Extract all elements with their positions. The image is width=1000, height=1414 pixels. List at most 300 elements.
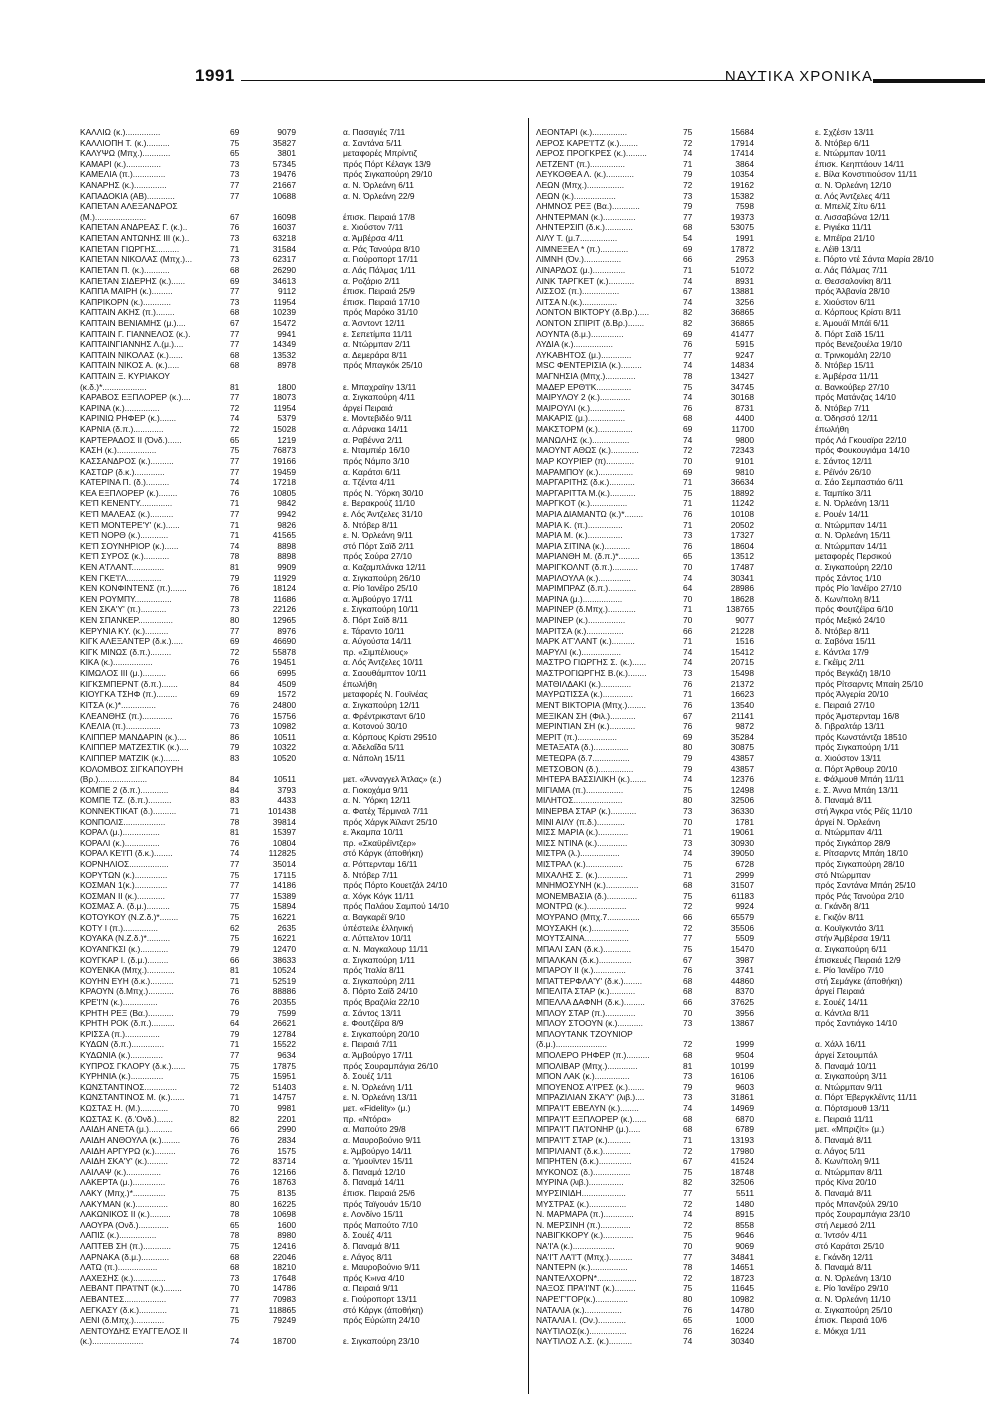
ship-year: 79 <box>683 1081 693 1092</box>
ship-tonnage: 17980 <box>730 1145 754 1156</box>
ship-name: ΚΑΠΕΤΑΝ ΑΛΕΞΑΝΔΡΟΣ <box>80 201 178 212</box>
ship-entry <box>80 1124 510 1135</box>
ship-name: ΚΑΡΙΝΑ (κ.)............... <box>80 402 160 413</box>
ship-status: α. Ντώρμπαν 8/11 <box>815 1166 883 1177</box>
ship-tonnage: 3801 <box>277 148 296 159</box>
ship-entry <box>536 1114 976 1125</box>
ship-entry <box>536 541 976 552</box>
ship-entry <box>80 1230 510 1241</box>
ship-name: ΜΑΡΓΚΟΤ (κ.)................ <box>536 498 628 509</box>
ship-year: 71 <box>683 1134 693 1145</box>
ship-name: ΛΙΣΣΟΣ (π.)................ <box>536 286 620 297</box>
ship-name: ΚΙΚΑ (κ.)................. <box>80 657 153 668</box>
ship-name: ΚΟΥΕΝΚΑ (Μπχ.)............ <box>80 965 175 976</box>
ship-entry <box>80 1283 510 1294</box>
ship-name: ΜΟΝΕΜΒΑΣΙΑ (δ.)............. <box>536 890 638 901</box>
ship-name: ΝΑ'Ι'Α (κ.).................. <box>536 1240 615 1251</box>
ship-year: 74 <box>683 1103 693 1114</box>
ship-tonnage: 9909 <box>277 561 296 572</box>
ship-tonnage: 14780 <box>730 1304 754 1315</box>
ship-year: 65 <box>683 1315 693 1326</box>
ship-tonnage: 13881 <box>730 286 754 297</box>
ship-entry <box>80 1061 510 1072</box>
ship-name: ΛΕΝΤΟΥΔΗΣ ΕΥΑΓΓΕΛΟΣ ΙΙ <box>80 1325 188 1336</box>
ship-year: 84 <box>230 774 240 785</box>
ship-tonnage: 15389 <box>272 890 296 901</box>
ship-entry <box>536 944 976 955</box>
ship-year: 74 <box>683 360 693 371</box>
ship-tonnage: 21372 <box>730 678 754 689</box>
ship-tonnage: 2990 <box>277 1124 296 1135</box>
ship-year: 73 <box>230 233 240 244</box>
ship-entry <box>536 986 976 997</box>
ship-year: 78 <box>230 816 240 827</box>
ship-tonnage: 41565 <box>272 530 296 541</box>
ship-year: 72 <box>230 1156 240 1167</box>
ship-status: α. Ν. Όρλεάνη 12/10 <box>815 180 892 191</box>
ship-year: 75 <box>683 1230 693 1241</box>
ship-year: 77 <box>683 349 693 360</box>
ship-status: ε. Ν. Όρλεάνη 9/11 <box>343 530 413 541</box>
ship-entry <box>536 1061 976 1072</box>
ship-entry <box>80 891 510 902</box>
ship-tonnage: 13512 <box>730 551 754 562</box>
ship-tonnage: 9504 <box>735 1050 754 1061</box>
ship-year: 73 <box>683 1071 693 1082</box>
ship-name: ΜΑΣΤΡΟΓΙΩΡΓΗΣ Β.(κ.)........ <box>536 668 647 679</box>
ship-tonnage: 8915 <box>735 1209 754 1220</box>
ship-entry <box>80 1135 510 1146</box>
ship-name: ΚΛΙΠΠΕΡ ΜΑΤΖΙΚ (κ.)....... <box>80 752 180 763</box>
ship-status: δ. Ντόβερ 6/11 <box>815 137 870 148</box>
ship-year: 74 <box>683 1209 693 1220</box>
ship-year: 69 <box>230 636 240 647</box>
ship-status: α. Πόρτ Άρθουρ 20/10 <box>815 763 898 774</box>
ship-name: ΚΙΓΚ ΑΛΕΞΑΝΤΕΡ (δ.κ.)..... <box>80 636 183 647</box>
ship-status: άργεί Πειραιά <box>815 986 865 997</box>
ship-status: α. Γιοκοχάμα 9/11 <box>343 784 409 795</box>
ship-tonnage: 9077 <box>735 615 754 626</box>
ship-status: πρός Σιγκαπούρη 29/10 <box>343 169 433 180</box>
ship-tonnage: 4433 <box>277 795 296 806</box>
ship-year: 77 <box>230 339 240 350</box>
ship-entry <box>80 276 510 287</box>
ship-name: ΜΑΡΓΑΡΙΤΤΑ Μ.(κ.)........... <box>536 487 636 498</box>
ship-year: 75 <box>683 859 693 870</box>
ship-year: 82 <box>683 307 693 318</box>
ship-status: α. Λός Άντζελες 10/11 <box>343 657 424 668</box>
ship-year: 73 <box>683 530 693 541</box>
ship-name: ΛΑΡΝΑΚΑ (δ.μ.)............ <box>80 1251 170 1262</box>
ship-year: 69 <box>683 424 693 435</box>
ship-name: ΚΡΗΤΗ ΡΕΞ (Βα.)........... <box>80 1007 174 1018</box>
ship-year: 71 <box>230 975 240 986</box>
ship-status: έπισκ. Πειραιά 25/9 <box>343 286 415 297</box>
ship-entry <box>80 498 510 509</box>
ship-name: ΛΕΓΚΑΣΥ (δ.κ.)............ <box>80 1304 167 1315</box>
ship-entry <box>536 636 976 647</box>
ship-tonnage: 17414 <box>730 148 754 159</box>
ship-entry <box>80 424 510 435</box>
ship-name: ΚΟΣΜΑΣ Α. (δ.μ.).......... <box>80 901 170 912</box>
ship-name: ΚΟΝΝΕΚΤΙΚΑΤ (δ.).......... <box>80 806 177 816</box>
ship-name: ΚΕΝ ΣΠΑΝΚΕΡ............... <box>80 615 173 626</box>
ship-entry <box>80 838 510 849</box>
ship-year: 75 <box>230 1060 240 1071</box>
ship-name: ΚΕ'Π ΜΟΝΤΕΡΕ'Υ' (κ.)...... <box>80 519 180 530</box>
ship-year: 76 <box>230 583 240 594</box>
ship-name: ΚΕΝ ΓΚΕ'Ι'Λ............... <box>80 572 162 583</box>
ship-status: α. Σιγκαπούρη 4/11 <box>343 392 415 403</box>
ship-year: 67 <box>230 211 240 222</box>
ship-entry <box>536 392 976 403</box>
ship-name: ΜΠΡΗΤΕΝ (δ.κ.).............. <box>536 1156 632 1167</box>
ship-year: 78 <box>230 1209 240 1220</box>
ship-entry <box>80 1326 510 1337</box>
ship-year: 77 <box>230 890 240 901</box>
ship-name: ΛΕΝΙ (δ.Μπχ.)............. <box>80 1315 165 1326</box>
ship-name: ΚΑΠΕΤΑΝ ΑΝΤΩΝΗΣ ΙΙΙ (κ.).. <box>80 233 190 244</box>
ship-status: ε. Άμβέρσα 11/11 <box>815 371 879 382</box>
ship-status: πρός Σιγκάπορ 28/9 <box>815 837 891 848</box>
ship-entry <box>536 201 976 212</box>
ship-status: πρός Χάργκ Άϊλαντ 25/10 <box>343 816 438 827</box>
ship-tonnage: 39814 <box>272 816 296 827</box>
ship-entry <box>80 636 510 647</box>
ship-name: ΜΑΡΙΑ ΣΙΤΙΝΑ (κ.)........... <box>536 540 631 551</box>
ship-entry <box>536 1230 976 1241</box>
ship-name: ΛΥΚΑΒΗΤΟΣ (μ.)............. <box>536 349 632 360</box>
ship-entry <box>536 1262 976 1273</box>
ship-year: 76 <box>230 1145 240 1156</box>
ship-tonnage: 6789 <box>735 1124 754 1135</box>
ship-tonnage: 1575 <box>277 1145 296 1156</box>
ship-status: α. Σιγκαπούρη 25/10 <box>815 1304 893 1315</box>
ship-status: α. Ντώρμπαν 14/11 <box>815 519 888 530</box>
ship-entry <box>536 721 976 732</box>
ship-name: ΜΙΓΙΑΜΑ (π.)................ <box>536 784 624 795</box>
ship-name: ΜΠΡΑ'Ι'Τ ΠΑ'Ι'ΟΝΗΡ (μ.)..... <box>536 1124 641 1135</box>
ship-status: α. Λός Άντζελες 4/11 <box>815 190 891 201</box>
ship-name: ΜΑΚΑΡΙΣ (μ.)................ <box>536 413 626 424</box>
ship-entry <box>536 191 976 202</box>
ship-status: α. Άμβέρσα 4/11 <box>343 233 404 244</box>
ship-name: ΜΑΓΝΗΣΙΑ (Μπχ.)............. <box>536 371 636 382</box>
ship-status: ε. Πειραιά 11/11 <box>815 1113 874 1124</box>
ship-entry <box>80 551 510 562</box>
ship-year: 74 <box>683 774 693 785</box>
ship-status: ε. Σιγκαπούρη 10/11 <box>343 604 419 615</box>
ship-entry <box>80 626 510 637</box>
ship-tonnage: 83714 <box>272 1156 296 1167</box>
ship-tonnage: 18700 <box>272 1336 296 1347</box>
ship-name: ΛΙΛΥ Τ. (μ.7................ <box>536 233 618 244</box>
ship-entry <box>80 1092 510 1103</box>
ship-tonnage: 11700 <box>731 424 754 435</box>
ship-status: πρός Άμστερνταμ 16/8 <box>815 710 900 721</box>
ship-tonnage: 37625 <box>730 996 754 1007</box>
ship-entry <box>536 1315 976 1326</box>
ship-entry <box>80 1262 510 1273</box>
ship-name: ΚΕΑ ΕΞΠΛΟΡΕΡ (κ.)........ <box>80 487 178 498</box>
ship-status: ε. Πειραιά 27/10 <box>815 699 875 710</box>
ship-name: ΝΑΝΤΕΛΧΟΡΝ*................. <box>536 1272 637 1283</box>
ship-status: α. Θεσσαλονίκη 8/11 <box>815 275 892 286</box>
ship-year: 76 <box>683 402 693 413</box>
ship-tonnage: 32506 <box>730 1177 754 1188</box>
ship-status: έπισκ. Πειραιά 10/6 <box>815 1315 887 1326</box>
ship-entry <box>536 562 976 573</box>
ship-tonnage: 35827 <box>272 137 296 148</box>
ship-list-right <box>536 127 976 1347</box>
ship-name: ΚΑΝΑΡΗΣ (κ.).............. <box>80 180 167 191</box>
ship-entry <box>80 286 510 297</box>
ship-entry <box>80 212 510 223</box>
ship-year: 77 <box>683 1187 693 1198</box>
ship-status: ε. Λάγος 8/11 <box>343 1251 393 1262</box>
ship-name: ΝΑΞΟΣ ΠΡΑ'Ι'ΝΤ (κ.)......... <box>536 1283 636 1294</box>
ship-tonnage: 34745 <box>730 381 754 392</box>
ship-status: α. Χόγκ Κόγκ 11/11 <box>343 890 414 901</box>
ship-tonnage: 10805 <box>272 487 296 498</box>
ship-name: ΜΑΡΙΓΚΟΛΝΤ (δ.π.)........... <box>536 561 638 572</box>
ship-tonnage: 10520 <box>272 752 296 763</box>
ship-entry <box>536 318 976 329</box>
ship-year: 68 <box>230 264 240 275</box>
ship-entry <box>80 509 510 520</box>
ship-year: 74 <box>230 540 240 551</box>
ship-status: πρός Σουραμπάγια 23/10 <box>815 1209 911 1220</box>
ship-tonnage: 10354 <box>730 169 754 180</box>
ship-year: 65 <box>683 551 693 562</box>
ship-year: 75 <box>683 890 693 901</box>
ship-entry <box>536 1241 976 1252</box>
ship-tonnage: 35506 <box>730 922 754 933</box>
ship-tonnage: 9810 <box>735 466 754 477</box>
ship-year: 71 <box>683 158 693 169</box>
ship-year: 64 <box>683 583 693 594</box>
ship-entry <box>536 1336 976 1347</box>
ship-tonnage: 76873 <box>272 445 296 456</box>
ship-entry <box>80 1273 510 1284</box>
ship-status: α. Άμβούργο 17/11 <box>343 1050 413 1061</box>
ship-tonnage: 11954 <box>273 402 296 413</box>
ship-tonnage: 14969 <box>730 1103 754 1114</box>
ship-tonnage: 11954 <box>273 296 296 307</box>
ship-entry <box>80 986 510 997</box>
ship-status: α. Ρίο Ίανέϊρο 25/10 <box>343 583 418 594</box>
ship-year: 75 <box>230 912 240 923</box>
ship-status: δ. Ντόβερ 7/11 <box>343 869 398 880</box>
ship-entry <box>80 1252 510 1263</box>
ship-entry <box>80 742 510 753</box>
ship-name: ΜΕΤΣΟΒΟΝ (δ.)............... <box>536 763 634 774</box>
ship-status: μεταφορές Μπρίντιζ <box>343 148 417 159</box>
ship-name: ΜΑΡΥΛΙ (κ.)................. <box>536 646 622 657</box>
ship-status: α. Σιγκαπούρη 2/11 <box>343 975 415 986</box>
ship-entry <box>80 1188 510 1199</box>
ship-year: 67 <box>683 710 693 721</box>
ship-status: α. Γιούροπορτ 17/11 <box>343 254 419 265</box>
ship-name: ΚΕ'Π ΣΟΥΝΗΡΙΟΡ (κ.)...... <box>80 540 179 551</box>
ship-status: στό Κάργκ (άποθήκη) <box>343 848 424 859</box>
ship-year: 69 <box>230 275 240 286</box>
ship-status: α. Σάο Σεμπαστιάο 6/11 <box>815 477 904 488</box>
ship-year: 73 <box>683 806 693 816</box>
ship-name: ΚΙΓΚΣΜΠΕΡΝΤ (δ.π.)....... <box>80 678 178 689</box>
ship-status: άργεί Σετουμπάλ <box>815 1050 878 1061</box>
ship-year: 70 <box>683 455 693 466</box>
ship-entry <box>80 721 510 732</box>
ship-year: 70 <box>683 1007 693 1018</box>
ship-year: 76 <box>683 699 693 710</box>
ship-name: ΜΥΣΤΡΑΣ (κ.)................ <box>536 1198 627 1209</box>
ship-tonnage: 12965 <box>272 615 296 626</box>
ship-year: 79 <box>230 1028 240 1039</box>
ship-year: 72 <box>230 424 240 435</box>
ship-tonnage: 21667 <box>272 180 296 191</box>
ship-year: 74 <box>683 392 693 403</box>
ship-name: ΜΠΡΑ'Ι'Τ ΕΒΕΛΥΝ (κ.)........ <box>536 1103 639 1114</box>
ship-status: ε. Σεπετίμπα 11/11 <box>343 328 413 339</box>
ship-tonnage: 1800 <box>277 381 296 392</box>
ship-year: 73 <box>683 668 693 679</box>
ship-year: 66 <box>230 1124 240 1135</box>
ship-name: ΚΙΜΩΛΟΣ ΙΙΙ (μ.).......... <box>80 668 166 679</box>
ship-name: ΝΑΥΤΙΛΟΣ Λ.Σ. (κ.).......... <box>536 1336 633 1347</box>
ship-status: πρ. «Σκαϋρέϊντζερ» <box>343 837 417 848</box>
ship-entry <box>536 848 976 859</box>
ship-entry <box>80 265 510 276</box>
ship-status: πρός Ρίτσαρντς Μπαίη 25/10 <box>815 678 923 689</box>
ship-entry <box>80 169 510 180</box>
ship-name: ΚΟΣΜΑΝ 1(κ.).............. <box>80 880 168 891</box>
ship-name: ΚΟΛΟΜΒΟΣ ΣΙΓΚΑΠΟΥΡΗ <box>80 763 184 774</box>
ship-status: α. Χάλλ 16/11 <box>815 1039 866 1050</box>
ship-status: πρός Φουκουγιάμα 14/10 <box>815 445 910 456</box>
ship-name: ΚΟΝΠΟΛΙΣ.................. <box>80 816 166 827</box>
ship-tonnage: 13540 <box>730 699 754 710</box>
ship-name: ΜΑΡΙΝΕΡ (κ.)................ <box>536 615 626 626</box>
ship-entry <box>536 350 976 361</box>
ship-year: 79 <box>230 1007 240 1018</box>
ship-tonnage: 26290 <box>272 264 296 275</box>
ship-entry <box>80 657 510 668</box>
ship-entry <box>536 753 976 764</box>
ship-name: ΛΕΟΝΤΑΡΙ (κ.)............... <box>536 127 628 137</box>
ship-year: 75 <box>230 933 240 944</box>
ship-tonnage: 41524 <box>730 1156 754 1167</box>
ship-year: 71 <box>230 1304 240 1315</box>
ship-entry <box>80 445 510 456</box>
ship-tonnage: 10982 <box>272 721 296 732</box>
ship-status: δ. Πόρτ Σαϊδ 15/11 <box>815 328 885 339</box>
ship-status: α. Ν. Όρλεάνη 11/10 <box>815 1294 891 1305</box>
ship-year: 71 <box>683 604 693 615</box>
ship-tonnage: 16623 <box>730 689 754 700</box>
ship-entry <box>536 509 976 520</box>
ship-year: 81 <box>230 827 240 838</box>
ship-year: 66 <box>230 668 240 679</box>
ship-name: ΚΙΤΣΑ (κ.)*............... <box>80 699 156 710</box>
ship-name: ΛΑΙΔΗ ΑΝΕΤΑ (μ.).......... <box>80 1124 173 1135</box>
ship-entry <box>80 1029 510 1040</box>
ship-year: 72 <box>683 137 693 148</box>
ship-tonnage: 15412 <box>730 646 754 657</box>
ship-entry <box>536 127 976 138</box>
ship-status: δ. Παναμά 12/10 <box>343 1166 406 1177</box>
ship-name: ΜΠΑΛΚΑΝ (δ.κ.).............. <box>536 954 632 965</box>
ship-tonnage: 11242 <box>731 498 754 509</box>
ship-year: 71 <box>683 264 693 275</box>
ship-tonnage: 1600 <box>277 1219 296 1230</box>
ship-name: ΚΑΜΑΡΙ (κ.)............... <box>80 158 161 169</box>
ship-status: έπισκ. Πειραιά 17/10 <box>343 296 420 307</box>
ship-name: ΚΟΥΓΚΑΡ Ι. (δ.μ.)......... <box>80 954 169 965</box>
ship-entry <box>80 222 510 233</box>
ship-tonnage: 19162 <box>730 180 754 191</box>
ship-status: ε. Άμουάϊ Μπάϊ 6/11 <box>815 317 889 328</box>
ship-year: 76 <box>683 1304 693 1315</box>
ship-tonnage: 30341 <box>730 572 754 583</box>
ship-year: 79 <box>230 742 240 753</box>
ship-status: ε. Ν. Όρλεάνη 1/11 <box>343 1081 413 1092</box>
ship-entry <box>80 307 510 318</box>
ship-name: ΛΟΥΝΤΑ (δ.μ.).............. <box>536 328 624 339</box>
ship-entry <box>536 827 976 838</box>
ship-entry <box>80 329 510 340</box>
ship-tonnage: 20715 <box>730 657 754 668</box>
ship-name: ΜΗΤΕΡΑ ΒΑΣΣΙΛΙΚΗ (κ.)....... <box>536 774 647 785</box>
ship-name: ΚΟΡΑΛ (μ.)................ <box>80 827 160 838</box>
ship-entry <box>80 976 510 987</box>
ship-status: δ. Παναμά 14/11 <box>343 1177 405 1188</box>
ship-year: 70 <box>683 615 693 626</box>
ship-entry <box>536 1082 976 1093</box>
ship-tonnage: 18628 <box>730 593 754 604</box>
ship-status: α. Ντώρμπαν 14/11 <box>815 540 888 551</box>
ship-year: 76 <box>230 837 240 848</box>
ship-status: α. Άδελαΐδα 5/11 <box>343 742 405 753</box>
ship-status: ε. Μπαχραϊην 13/11 <box>343 381 417 392</box>
ship-entry <box>536 382 976 393</box>
ship-status: α. Σιγκαπούρη 12/11 <box>343 699 420 710</box>
ship-name: ΛΙΤΣΑ Ν.(κ.)............... <box>536 296 618 307</box>
ship-status: πρός Σάντος 1/10 <box>815 572 882 583</box>
ship-name: ΝΑΝΤΕΡΝ (κ.)................ <box>536 1262 628 1273</box>
ship-tonnage: 3256 <box>735 296 754 307</box>
ship-tonnage: 15472 <box>272 317 296 328</box>
ship-status: πρός Σούρα 27/10 <box>343 551 412 562</box>
ship-tonnage: 6728 <box>735 859 754 870</box>
ship-status: α. Ντώρμπαν 9/11 <box>815 1081 883 1092</box>
ship-tonnage: 15951 <box>272 1071 296 1082</box>
ship-year: 76 <box>230 1166 240 1177</box>
ship-year: 73 <box>230 169 240 180</box>
ship-year: 84 <box>230 678 240 689</box>
ship-name: ΚΟΜΠΕ ΤΖ. (δ.π.).......... <box>80 795 172 806</box>
ship-entry <box>80 360 510 371</box>
ship-tonnage: 19459 <box>272 466 296 477</box>
ship-tonnage: 15028 <box>272 424 296 435</box>
ship-status: α. Ν. Όρλεάνη 6/11 <box>343 180 414 191</box>
ship-year: 72 <box>230 1081 240 1092</box>
ship-year: 74 <box>230 1336 240 1347</box>
ship-name: ΚΑΣΗ (κ.)................. <box>80 445 157 456</box>
ship-entry <box>80 371 510 382</box>
ship-tonnage: 31584 <box>272 243 296 254</box>
ship-name: ΚΑΠΤΑΙΝ ΒΕΝΙΑΜΗΣ (μ.).... <box>80 317 186 328</box>
